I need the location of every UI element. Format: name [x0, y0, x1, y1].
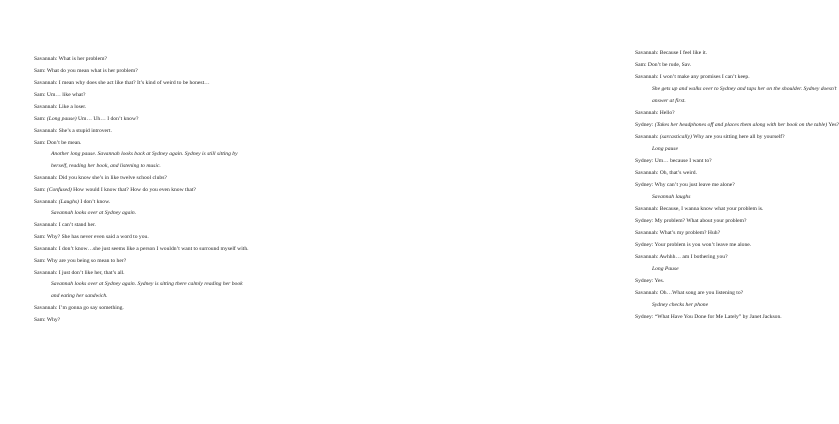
stage-direction-line [652, 146, 678, 153]
stage-direction: (sarcastically) [659, 134, 692, 140]
dialogue-text: Um… Uh… I don’t know? [78, 116, 139, 122]
dialogue-line [635, 122, 839, 129]
dialogue-text: Don’t be mean. [46, 140, 82, 146]
dialogue-text: I won’t make any promises I can’t keep. [659, 74, 750, 80]
dialogue-line [635, 254, 728, 261]
speaker-name: Savannah: [635, 254, 659, 260]
dialogue-text: Um… like what? [46, 92, 86, 98]
dialogue-text: Yes? [828, 122, 839, 128]
stage-direction-line [652, 194, 690, 201]
speaker-name: Sam: [34, 187, 46, 193]
dialogue-line [34, 246, 249, 253]
speaker-name: Sydney: [635, 278, 654, 284]
dialogue-line [34, 317, 60, 324]
speaker-name: Savannah: [635, 110, 659, 116]
dialogue-line [635, 62, 691, 69]
dialogue-line [34, 199, 110, 206]
speaker-name: Sydney: [635, 218, 654, 224]
speaker-name: Sam: [34, 234, 46, 240]
speaker-name: Savannah: [34, 128, 58, 134]
dialogue-text: Because, I wanna know what your problem is. [659, 206, 764, 212]
dialogue-text: Like a loser. [58, 104, 87, 110]
dialogue-line [34, 92, 85, 99]
dialogue-line [635, 182, 735, 189]
speaker-name: Sydney: [635, 182, 654, 188]
dialogue-line [34, 128, 112, 135]
speaker-name: Savannah: [34, 104, 58, 110]
dialogue-line [635, 170, 697, 177]
speaker-name: Savannah: [635, 230, 659, 236]
speaker-name: Savannah: [34, 56, 58, 62]
dialogue-text: Yes. [654, 278, 665, 284]
stage-direction: Long Pause [652, 266, 679, 272]
speaker-name: Sydney: [635, 122, 654, 128]
speaker-name: Sydney: [635, 158, 654, 164]
speaker-name: Sydney: [635, 314, 654, 320]
dialogue-line [34, 234, 149, 241]
dialogue-text: Why can’t you just leave me alone? [654, 182, 735, 188]
dialogue-line [34, 222, 96, 229]
dialogue-line [34, 80, 210, 87]
dialogue-line [635, 134, 785, 141]
dialogue-text: I can’t stand her. [58, 222, 96, 228]
speaker-name: Sam: [34, 317, 46, 323]
dialogue-line [34, 56, 107, 63]
dialogue-text: What do you mean what is her problem? [46, 68, 138, 74]
stage-direction-line [652, 266, 679, 273]
right-script-page [300, 0, 839, 424]
dialogue-text: Um… because I want to? [654, 158, 712, 164]
stage-direction: Savannah laughs [652, 194, 691, 200]
stage-direction: (Takes her headphones off and places them along with her book on the table) [654, 122, 828, 128]
dialogue-line [635, 314, 782, 321]
stage-direction-line [51, 293, 108, 300]
dialogue-line [635, 206, 763, 213]
speaker-name: Savannah: [34, 175, 58, 181]
dialogue-text: Oh…What song are you listening to? [659, 290, 744, 296]
stage-direction: Another long pause. Savannah looks back at Sydney again. Sydney is still sitting by [51, 151, 238, 157]
stage-direction-line [51, 151, 238, 158]
dialogue-text: Why are you being so mean to her? [46, 258, 127, 264]
stage-direction: Savannah looks over at Sydney again. Sydney is sitting there calmly reading her book [51, 281, 243, 287]
dialogue-line [635, 110, 675, 117]
dialogue-text: Don’t be rude, Sav. [647, 62, 692, 68]
stage-direction: (Laughs) [58, 199, 79, 205]
stage-direction-line [652, 302, 708, 309]
speaker-name: Savannah: [635, 50, 659, 56]
dialogue-line [34, 258, 126, 265]
dialogue-text: I mean why does she act like that? It’s kind of weird to be honest… [58, 80, 210, 86]
speaker-name: Sam: [34, 116, 46, 122]
dialogue-line [34, 270, 125, 277]
stage-direction-line [51, 210, 136, 217]
speaker-name: Savannah: [34, 222, 58, 228]
speaker-name: Savannah: [635, 206, 659, 212]
dialogue-line [635, 218, 746, 225]
stage-direction: and eating her sandwich. [51, 293, 108, 299]
stage-direction-line [51, 281, 243, 288]
stage-direction: herself, reading her book, and listening to music. [51, 163, 161, 169]
dialogue-text: My problem? What about your problem? [654, 218, 747, 224]
dialogue-line [34, 140, 81, 147]
speaker-name: Savannah: [635, 74, 659, 80]
stage-direction: (Long pause) [46, 116, 77, 122]
dialogue-line [635, 74, 750, 81]
dialogue-text: I don’t know. [80, 199, 111, 205]
speaker-name: Savannah: [34, 246, 58, 252]
speaker-name: Savannah: [635, 134, 659, 140]
dialogue-text: I just don’t like her, that’s all. [58, 270, 125, 276]
dialogue-text: “What Have You Done for Me Lately” by Janet Jackson. [654, 314, 782, 320]
dialogue-line [635, 158, 712, 165]
speaker-name: Savannah: [635, 170, 659, 176]
dialogue-line [635, 278, 664, 285]
dialogue-text: I’m gonna go say something. [58, 305, 124, 311]
stage-direction: Long pause [652, 146, 678, 152]
dialogue-line [34, 187, 196, 194]
stage-direction: Sydney checks her phone [652, 302, 709, 308]
dialogue-text: Oh, that’s weird. [659, 170, 698, 176]
stage-direction: answer at first. [652, 98, 686, 104]
dialogue-text: Awhhh… am I bothering you? [659, 254, 728, 260]
dialogue-text: Why? She has never even said a word to you. [46, 234, 149, 240]
dialogue-text: Your problem is you won’t leave me alone. [654, 242, 752, 248]
speaker-name: Savannah: [635, 290, 659, 296]
stage-direction: She gets up and walks over to Sydney and taps her on the shoulder. Sydney doesn’t [652, 86, 837, 92]
dialogue-line [635, 290, 743, 297]
dialogue-line [34, 116, 139, 123]
speaker-name: Sam: [34, 68, 46, 74]
dialogue-text: Did you know she’s in like twelve school clubs? [58, 175, 167, 181]
speaker-name: Savannah: [34, 305, 58, 311]
speaker-name: Sam: [34, 92, 46, 98]
dialogue-line [635, 50, 707, 57]
speaker-name: Savannah: [34, 199, 58, 205]
left-script-page [0, 0, 300, 424]
dialogue-text: Why are you sitting here all by yourself? [693, 134, 785, 140]
speaker-name: Sam: [34, 140, 46, 146]
speaker-name: Sam: [34, 258, 46, 264]
speaker-name: Sydney: [635, 242, 654, 248]
dialogue-text: I don’t know…she just seems like a person I wouldn’t want to surround myself with. [58, 246, 249, 252]
dialogue-text: Because I feel like it. [659, 50, 708, 56]
dialogue-text: Why? [46, 317, 61, 323]
dialogue-line [34, 68, 138, 75]
dialogue-text: What is her problem? [58, 56, 107, 62]
dialogue-line [34, 305, 124, 312]
dialogue-text: She’s a stupid introvert. [58, 128, 112, 134]
dialogue-text: Hello? [659, 110, 675, 116]
dialogue-line [635, 242, 751, 249]
stage-direction-line [652, 98, 686, 105]
dialogue-line [34, 175, 167, 182]
dialogue-text: How would I know that? How do you even know that? [73, 187, 196, 193]
dialogue-line [34, 104, 86, 111]
stage-direction-line [652, 86, 837, 93]
dialogue-text: What’s my problem? Huh? [659, 230, 721, 236]
stage-direction-line [51, 163, 161, 170]
speaker-name: Savannah: [34, 270, 58, 276]
speaker-name: Sam: [635, 62, 647, 68]
dialogue-line [635, 230, 720, 237]
stage-direction: (Confused) [46, 187, 72, 193]
speaker-name: Savannah: [34, 80, 58, 86]
stage-direction: Savannah looks over at Sydney again. [51, 210, 137, 216]
